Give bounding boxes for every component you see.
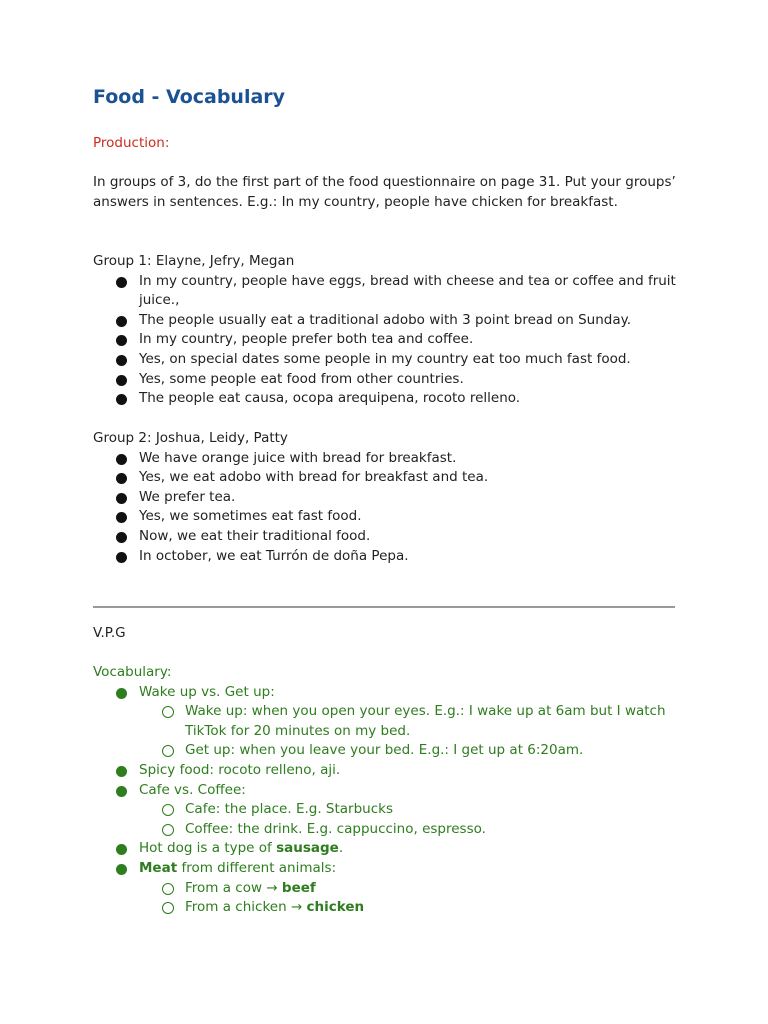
group2-list bbox=[93, 449, 683, 567]
sublist-item: Wake up: when you open your eyes. E.g.: I wake up at 6am but I watch TikTok for 20 minutes on my bed. bbox=[139, 702, 683, 741]
hotdog-text: Hot dog is a type of bbox=[139, 840, 277, 857]
chicken-term: chicken bbox=[306, 899, 365, 916]
group2-heading: Group 2: Joshua, Leidy, Patty bbox=[93, 430, 288, 446]
vocab-sublist bbox=[139, 702, 683, 761]
sublist-item: Get up: when you leave your bed. E.g.: I get up at 6:20am. bbox=[139, 741, 683, 761]
list-item: In my country, people prefer both tea and coffee. bbox=[93, 330, 683, 350]
vocabulary-section bbox=[93, 663, 683, 918]
page-title: Food - Vocabulary bbox=[93, 86, 286, 108]
meat-text: from different animals: bbox=[177, 859, 337, 876]
vpg-label: V.P.G bbox=[93, 625, 126, 641]
vocab-item-meat bbox=[93, 859, 683, 918]
group1-heading: Group 1: Elayne, Jefry, Megan bbox=[93, 253, 295, 269]
chicken-text: From a chicken → bbox=[185, 899, 307, 916]
sublist-item: Coffee: the drink. E.g. cappuccino, espresso. bbox=[139, 820, 683, 840]
group1-section bbox=[93, 252, 683, 409]
group2-section bbox=[93, 429, 683, 566]
horizontal-divider bbox=[93, 606, 675, 608]
list-item: In october, we eat Turrón de doña Pepa. bbox=[93, 547, 683, 567]
vocab-item-wake-up bbox=[93, 683, 683, 761]
list-item: We have orange juice with bread for breakfast. bbox=[93, 449, 683, 469]
list-item: Yes, on special dates some people in my country eat too much fast food. bbox=[93, 350, 683, 370]
list-item: Yes, some people eat food from other countries. bbox=[93, 370, 683, 390]
sublist-item: Cafe: the place. E.g. Starbucks bbox=[139, 800, 683, 820]
list-item: Yes, we eat adobo with bread for breakfast and tea. bbox=[93, 468, 683, 488]
vocabulary-list bbox=[93, 683, 683, 918]
list-item: In my country, people have eggs, bread with cheese and tea or coffee and fruit juice., bbox=[93, 272, 683, 311]
list-item: We prefer tea. bbox=[93, 488, 683, 508]
vocab-item-spicy: Spicy food: rocoto relleno, aji. bbox=[93, 761, 683, 781]
vocab-sublist bbox=[139, 879, 683, 918]
vocab-item-text: Cafe vs. Coffee: bbox=[139, 781, 246, 798]
vocabulary-heading: Vocabulary: bbox=[93, 664, 172, 680]
beef-term: beef bbox=[281, 879, 316, 896]
cow-text: From a cow → bbox=[185, 879, 282, 896]
list-item: Now, we eat their traditional food. bbox=[93, 527, 683, 547]
list-item: The people usually eat a traditional adobo with 3 point bread on Sunday. bbox=[93, 311, 683, 331]
sublist-item bbox=[139, 898, 683, 918]
list-item: The people eat causa, ocopa arequipena, rocoto relleno. bbox=[93, 389, 683, 409]
production-label: Production: bbox=[93, 135, 170, 151]
sausage-term: sausage bbox=[276, 840, 339, 857]
vocab-sublist bbox=[139, 800, 683, 839]
vocab-item-hotdog bbox=[93, 839, 683, 859]
vocab-item-text: Wake up vs. Get up: bbox=[139, 683, 275, 700]
vocab-item-cafe bbox=[93, 781, 683, 840]
sublist-item bbox=[139, 879, 683, 899]
list-item: Yes, we sometimes eat fast food. bbox=[93, 507, 683, 527]
meat-term: Meat bbox=[139, 859, 178, 876]
group1-list bbox=[93, 272, 683, 409]
instructions-paragraph: In groups of 3, do the first part of the food questionnaire on page 31. Put your groups’ answers in sentences. E.g.: In my country, people have chicken for breakfast. bbox=[93, 174, 676, 210]
hotdog-punct: . bbox=[338, 840, 344, 857]
